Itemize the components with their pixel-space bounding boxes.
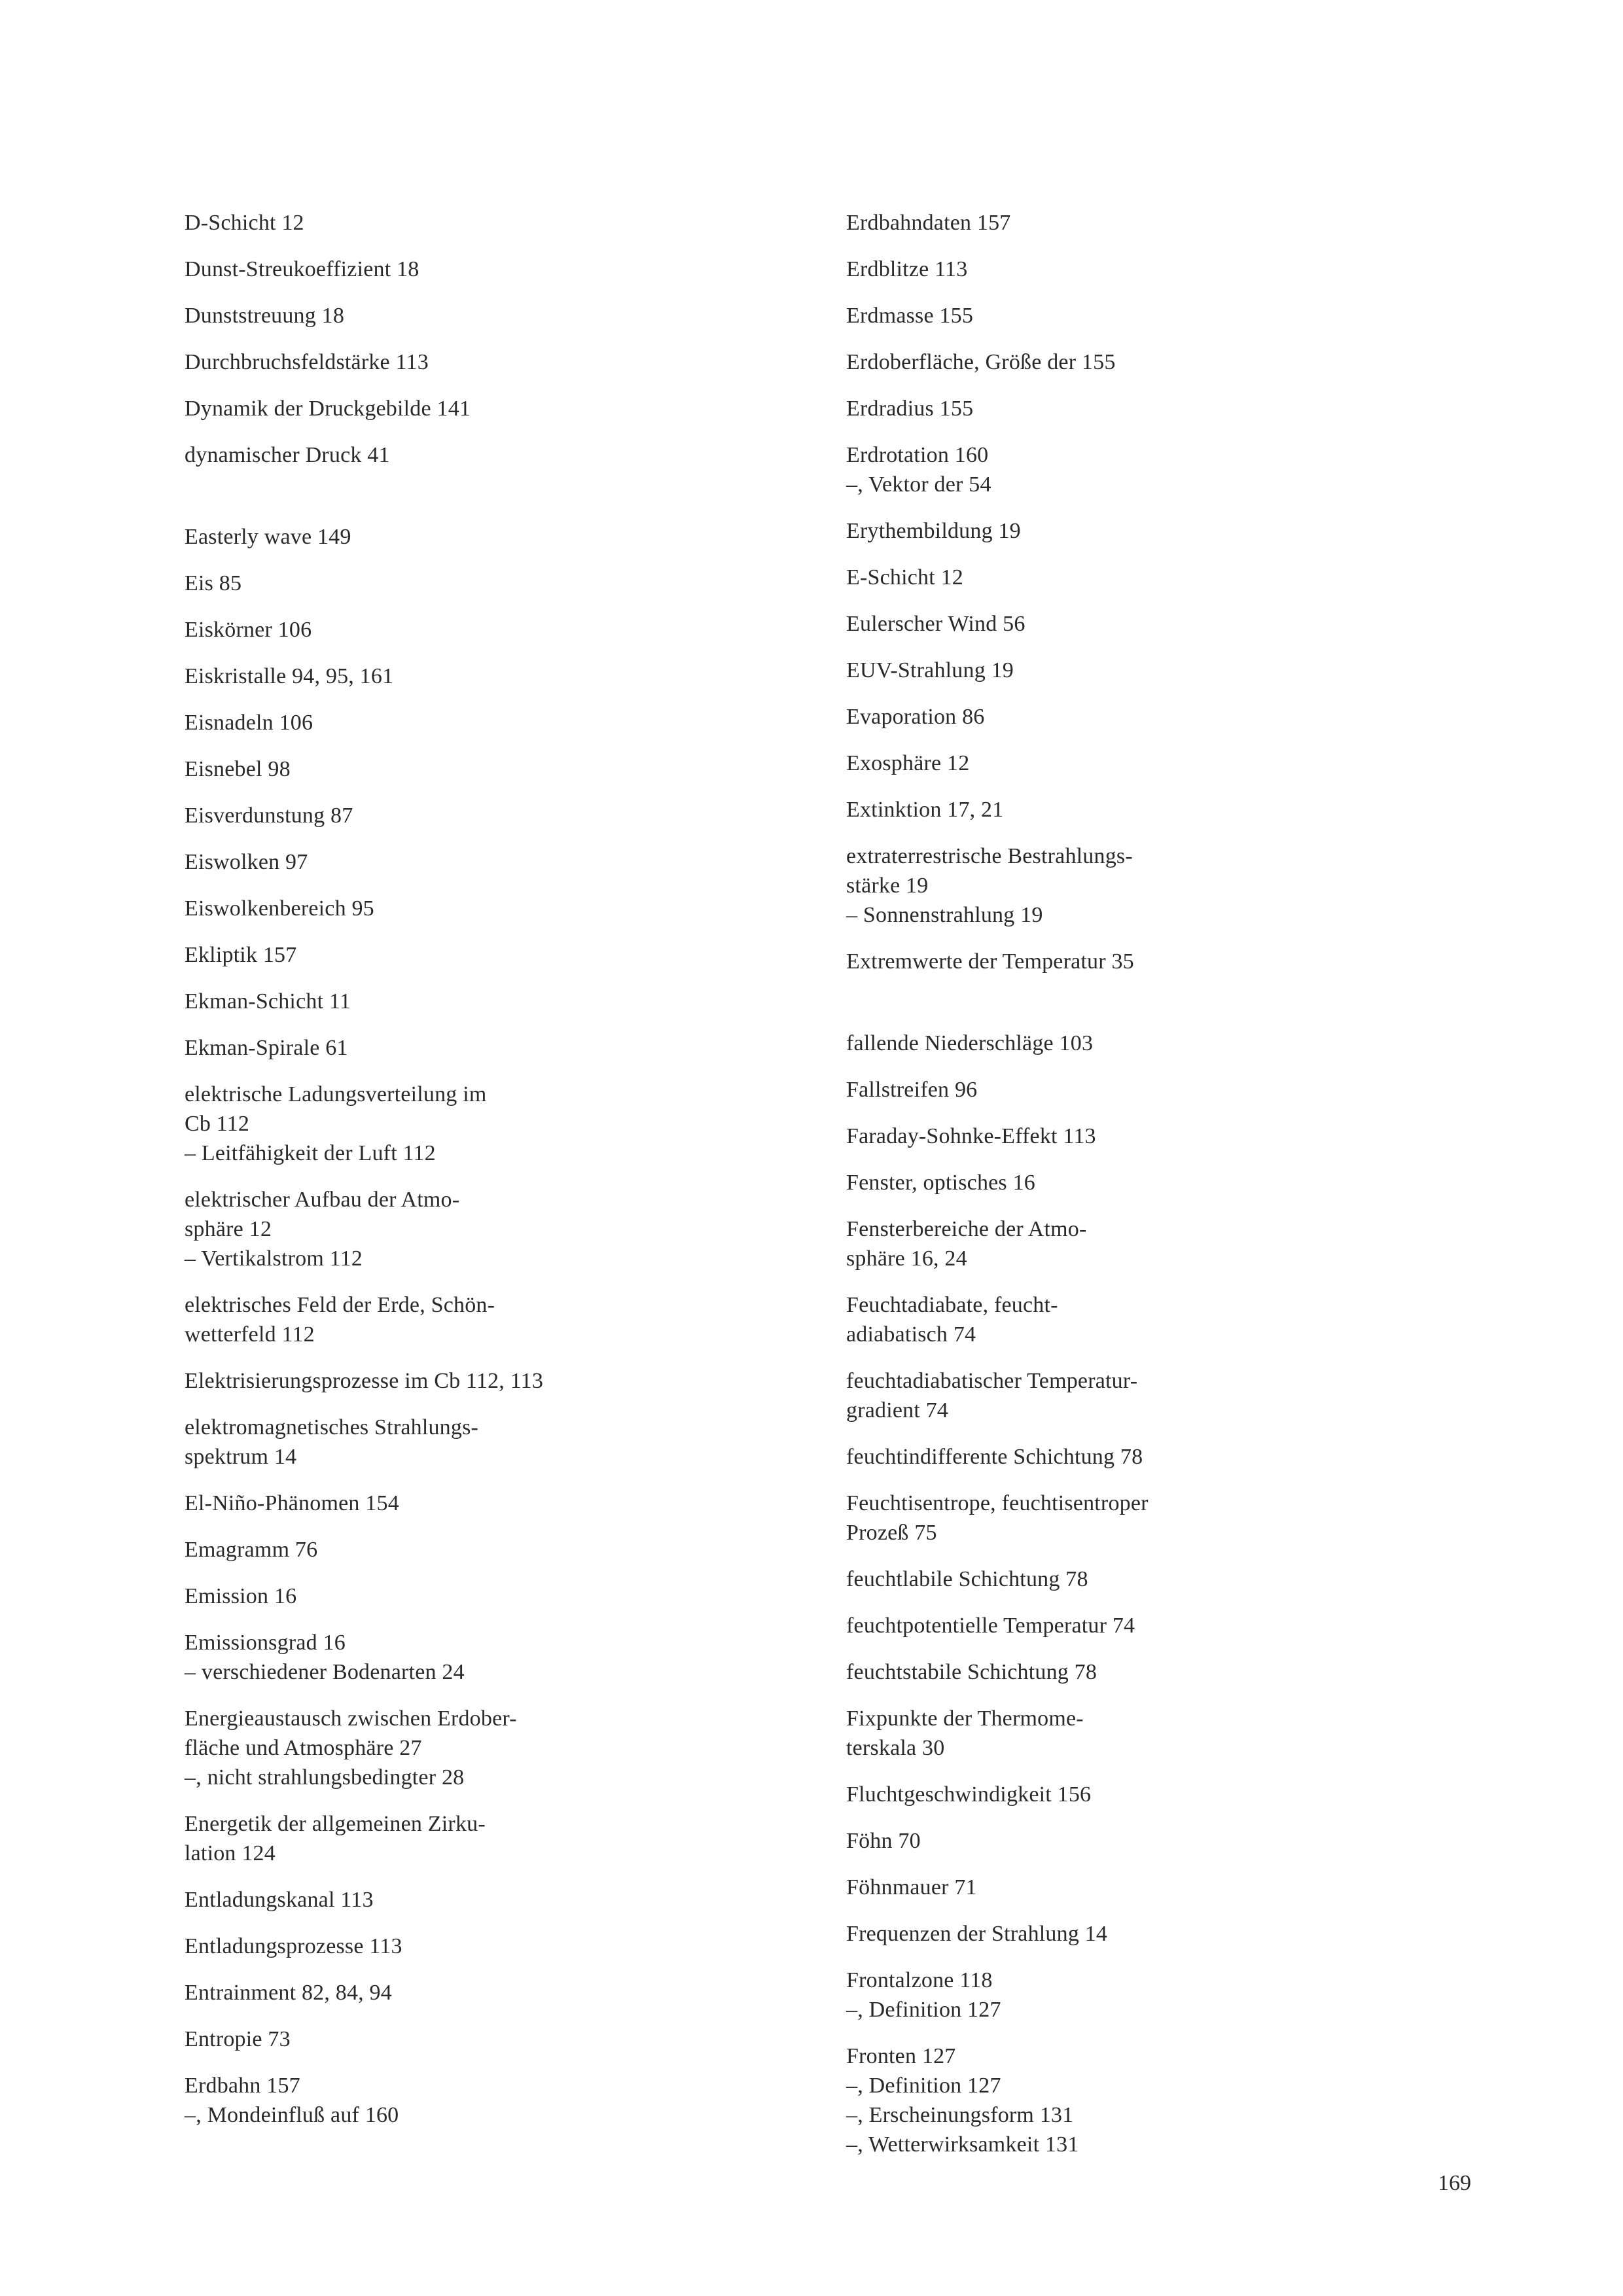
- index-entry-term: feuchtstabile Schichtung 78: [846, 1660, 1097, 1684]
- index-entry-subline: – Sonnenstrahlung 19: [846, 903, 1043, 927]
- index-entry: [846, 841, 1501, 930]
- index-column-right: [846, 208, 1501, 2176]
- index-entry: [846, 1780, 1501, 1809]
- index-entry: [185, 1932, 839, 1961]
- index-entry-subline: lation 124: [185, 1841, 276, 1865]
- index-entry-subline: sphäre 12: [185, 1217, 272, 1241]
- index-entry: [185, 1885, 839, 1915]
- index-entry-subline: –, nicht strahlungsbedingter 28: [185, 1765, 465, 1790]
- index-entry-term: Fixpunkte der Thermome-: [846, 1706, 1084, 1731]
- index-entry-term: Dunst-Streukoeffizient 18: [185, 257, 419, 281]
- index-entry: [185, 1290, 839, 1349]
- index-entry-term: Fenster, optisches 16: [846, 1171, 1035, 1195]
- index-entry: [185, 1535, 839, 1564]
- index-entry-term: Erythembildung 19: [846, 519, 1021, 543]
- index-entry-term: Erdblitze 113: [846, 257, 968, 281]
- index-entry: [846, 1657, 1501, 1687]
- index-entry-term: feuchtlabile Schichtung 78: [846, 1567, 1088, 1591]
- index-entry-term: Fallstreifen 96: [846, 1078, 978, 1102]
- index-entry-term: elektrisches Feld der Erde, Schön-: [185, 1293, 495, 1317]
- index-entry-subline: sphäre 16, 24: [846, 1246, 967, 1271]
- index-entry-term: feuchtindifferente Schichtung 78: [846, 1445, 1143, 1469]
- index-entry: [185, 1080, 839, 1168]
- index-entry-subline: Cb 112: [185, 1112, 250, 1136]
- index-entry: [185, 394, 839, 423]
- index-entry: [185, 894, 839, 923]
- index-entry-subline: terskala 30: [846, 1736, 945, 1760]
- index-entry-subline: fläche und Atmosphäre 27: [185, 1736, 422, 1760]
- index-entry-term: Fronten 127: [846, 2044, 956, 2068]
- index-entry-term: Eiswolken 97: [185, 850, 308, 874]
- index-entry-term: Emissionsgrad 16: [185, 1631, 346, 1655]
- index-entry: [185, 662, 839, 691]
- page-number: 169: [1438, 2171, 1471, 2195]
- index-entry-term: Entrainment 82, 84, 94: [185, 1981, 392, 2005]
- index-entry: [846, 1564, 1501, 1594]
- index-entry-term: Dunststreuung 18: [185, 304, 345, 328]
- index-entry-term: Energieaustausch zwischen Erdober-: [185, 1706, 517, 1731]
- index-entry: [846, 749, 1501, 778]
- index-entry-term: Erdbahn 157: [185, 2074, 300, 2098]
- index-entry-subline: – Vertikalstrom 112: [185, 1246, 363, 1271]
- index-entry-term: Emagramm 76: [185, 1538, 318, 1562]
- index-entry-term: dynamischer Druck 41: [185, 443, 390, 467]
- index-entry: [846, 516, 1501, 546]
- index-entry-term: Feuchtisentrope, feuchtisentroper: [846, 1491, 1149, 1515]
- index-entry: [846, 394, 1501, 423]
- index-entry-term: Frequenzen der Strahlung 14: [846, 1922, 1108, 1946]
- index-entry: [846, 1489, 1501, 1547]
- index-entry: [846, 1168, 1501, 1197]
- index-entry: [185, 1978, 839, 2007]
- index-entry: [846, 440, 1501, 499]
- index-entry-subline: –, Erscheinungsform 131: [846, 2103, 1074, 2127]
- index-entry-subline: wetterfeld 112: [185, 1322, 315, 1347]
- index-entry: [185, 987, 839, 1016]
- index-entry-term: Föhn 70: [846, 1829, 921, 1853]
- index-entry-subline: stärke 19: [846, 874, 929, 898]
- index-entry: [846, 609, 1501, 639]
- index-entry: [185, 708, 839, 737]
- index-entry-term: feuchtpotentielle Temperatur 74: [846, 1614, 1135, 1638]
- index-entry-term: Energetik der allgemeinen Zirku-: [185, 1812, 486, 1836]
- index-entry-term: Easterly wave 149: [185, 525, 351, 549]
- index-entry-term: Dynamik der Druckgebilde 141: [185, 397, 471, 421]
- index-entry: [846, 1214, 1501, 1273]
- index-entry-term: Entropie 73: [185, 2027, 291, 2051]
- index-entry-subline: Prozeß 75: [846, 1521, 937, 1545]
- index-entry-term: Frontalzone 118: [846, 1968, 993, 1992]
- index-entry: [846, 1290, 1501, 1349]
- index-column-left: [185, 208, 839, 2147]
- index-entry: [185, 440, 839, 470]
- index-entry-term: Eiswolkenbereich 95: [185, 896, 374, 921]
- index-entry-term: Fluchtgeschwindigkeit 156: [846, 1782, 1092, 1807]
- index-entry: [185, 301, 839, 330]
- index-entry-term: Eulerscher Wind 56: [846, 612, 1026, 636]
- index-entry-term: Erdoberfläche, Größe der 155: [846, 350, 1116, 374]
- index-entry: [846, 1366, 1501, 1425]
- index-entry: [846, 1966, 1501, 2024]
- index-entry: [185, 2071, 839, 2130]
- section-gap: [185, 487, 839, 522]
- index-entry-term: Erdbahndaten 157: [846, 211, 1011, 235]
- index-entry-term: Emission 16: [185, 1584, 297, 1608]
- index-entry: [846, 702, 1501, 732]
- index-entry: [185, 615, 839, 645]
- index-entry: [846, 947, 1501, 976]
- index-entry: [185, 801, 839, 830]
- index-entry: [185, 569, 839, 598]
- index-entry-subline: adiabatisch 74: [846, 1322, 976, 1347]
- index-entry: [185, 847, 839, 877]
- index-entry-term: Ekman-Spirale 61: [185, 1036, 348, 1060]
- index-entry: [846, 347, 1501, 377]
- index-entry-term: Extremwerte der Temperatur 35: [846, 949, 1134, 974]
- index-entry: [846, 795, 1501, 824]
- index-entry-term: Exosphäre 12: [846, 751, 970, 775]
- index-entry: [846, 656, 1501, 685]
- index-entry: [846, 1919, 1501, 1949]
- index-entry: [846, 1826, 1501, 1856]
- index-entry-term: Erdrotation 160: [846, 443, 989, 467]
- index-entry-term: Fensterbereiche der Atmo-: [846, 1217, 1087, 1241]
- index-entry: [185, 1185, 839, 1273]
- index-entry-term: elektrischer Aufbau der Atmo-: [185, 1188, 460, 1212]
- index-entry-term: Eisverdunstung 87: [185, 804, 353, 828]
- index-entry-subline: gradient 74: [846, 1398, 949, 1422]
- index-entry-term: Ekliptik 157: [185, 943, 297, 967]
- section-gap: [846, 993, 1501, 1029]
- index-entry: [185, 940, 839, 970]
- index-entry-term: E-Schicht 12: [846, 565, 963, 590]
- index-entry-term: Föhnmauer 71: [846, 1875, 977, 1899]
- index-entry-term: Eisnadeln 106: [185, 711, 313, 735]
- index-entry: [846, 1075, 1501, 1104]
- index-entry-term: elektromagnetisches Strahlungs-: [185, 1415, 479, 1439]
- index-entry: [185, 1809, 839, 1868]
- index-entry: [846, 255, 1501, 284]
- index-entry: [185, 255, 839, 284]
- index-entry: [846, 563, 1501, 592]
- index-entry-term: EUV-Strahlung 19: [846, 658, 1014, 682]
- index-entry-subline: –, Wetterwirksamkeit 131: [846, 2132, 1079, 2157]
- index-entry: [846, 1122, 1501, 1151]
- index-entry-term: Ekman-Schicht 11: [185, 989, 351, 1014]
- index-entry: [185, 1628, 839, 1687]
- index-entry-term: feuchtadiabatischer Temperatur-: [846, 1369, 1138, 1393]
- index-entry: [185, 1489, 839, 1518]
- index-entry-subline: –, Vektor der 54: [846, 472, 991, 497]
- index-entry: [185, 347, 839, 377]
- index-entry: [185, 208, 839, 238]
- index-entry: [185, 1366, 839, 1396]
- index-entry-term: Eisnebel 98: [185, 757, 291, 781]
- index-entry-term: Entladungsprozesse 113: [185, 1934, 402, 1958]
- index-entry-term: Eis 85: [185, 571, 242, 595]
- index-entry-subline: –, Definition 127: [846, 1998, 1001, 2022]
- index-entry-subline: spektrum 14: [185, 1445, 297, 1469]
- index-entry: [846, 2041, 1501, 2159]
- index-entry: [846, 1611, 1501, 1640]
- index-entry-term: extraterrestrische Bestrahlungs-: [846, 844, 1133, 868]
- index-entry-term: Eiskörner 106: [185, 618, 312, 642]
- index-entry: [846, 301, 1501, 330]
- index-entry: [185, 754, 839, 784]
- index-entry-term: El-Niño-Phänomen 154: [185, 1491, 399, 1515]
- index-entry: [185, 2024, 839, 2054]
- index-entry-term: D-Schicht 12: [185, 211, 304, 235]
- index-entry-term: fallende Niederschläge 103: [846, 1031, 1094, 1055]
- index-entry-term: Eiskristalle 94, 95, 161: [185, 664, 394, 688]
- index-entry: [846, 1442, 1501, 1472]
- index-entry-subline: –, Mondeinfluß auf 160: [185, 2103, 399, 2127]
- index-entry: [185, 522, 839, 552]
- index-entry: [185, 1581, 839, 1611]
- index-entry-term: Extinktion 17, 21: [846, 798, 1004, 822]
- index-entry: [846, 1873, 1501, 1902]
- index-entry-term: Erdradius 155: [846, 397, 974, 421]
- index-entry-subline: – verschiedener Bodenarten 24: [185, 1660, 465, 1684]
- index-entry: [185, 1413, 839, 1472]
- index-entry-subline: – Leitfähigkeit der Luft 112: [185, 1141, 436, 1165]
- index-entry: [185, 1704, 839, 1792]
- index-entry-term: Feuchtadiabate, feucht-: [846, 1293, 1058, 1317]
- index-entry-term: Durchbruchsfeldstärke 113: [185, 350, 429, 374]
- index-entry-term: Elektrisierungsprozesse im Cb 112, 113: [185, 1369, 544, 1393]
- index-entry-term: Erdmasse 155: [846, 304, 974, 328]
- index-entry: [846, 1704, 1501, 1763]
- index-entry-term: elektrische Ladungsverteilung im: [185, 1082, 487, 1106]
- index-entry-term: Faraday-Sohnke-Effekt 113: [846, 1124, 1096, 1148]
- index-entry: [846, 1029, 1501, 1058]
- index-entry-subline: –, Definition 127: [846, 2074, 1001, 2098]
- index-entry: [846, 208, 1501, 238]
- index-entry-term: Evaporation 86: [846, 705, 985, 729]
- index-entry-term: Entladungskanal 113: [185, 1888, 374, 1912]
- index-entry: [185, 1033, 839, 1063]
